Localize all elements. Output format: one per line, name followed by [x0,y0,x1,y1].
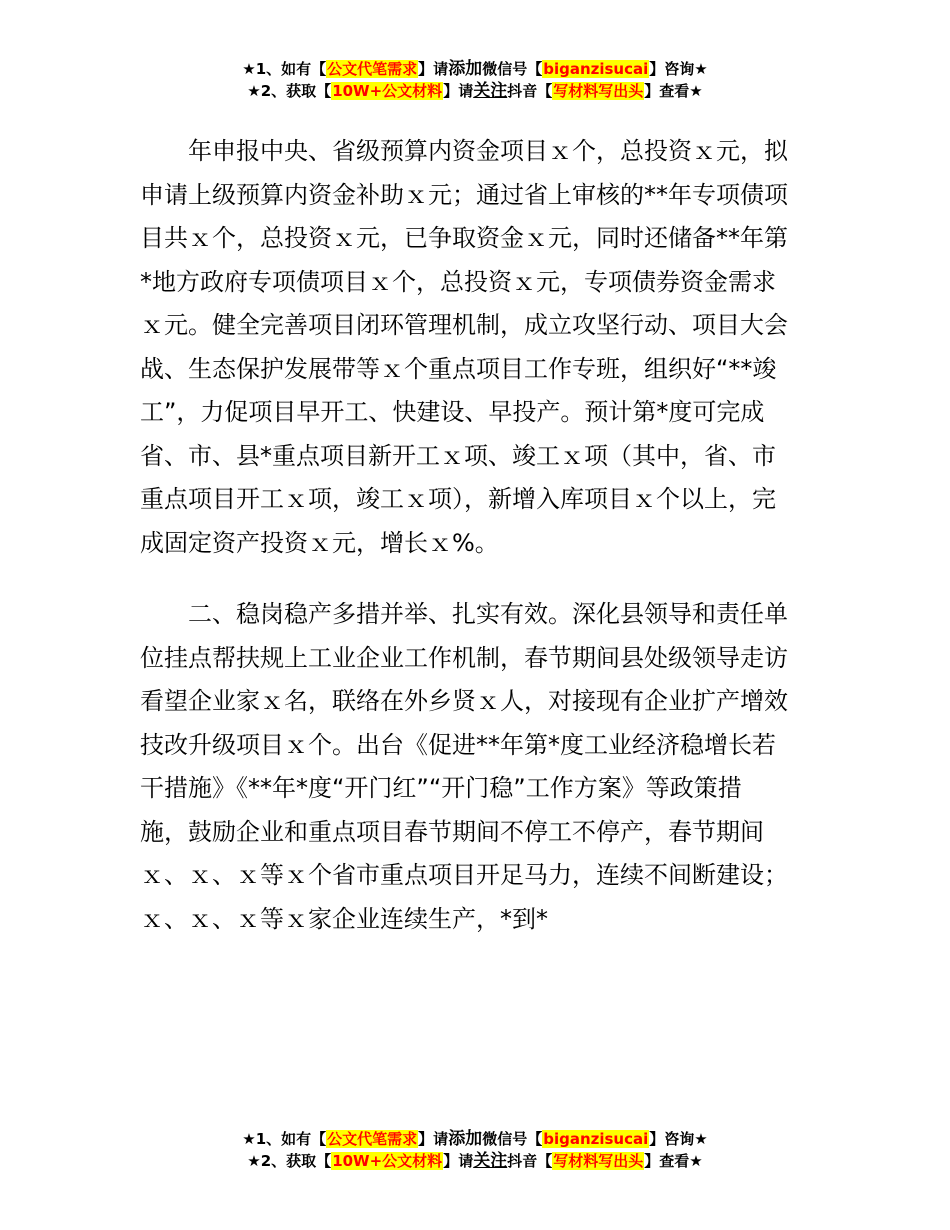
highlight-service: 公文代笔需求 [327,60,418,78]
document-body [140,130,812,941]
banner-text: 微信号【 [482,60,543,78]
banner-emphasis: 关注 [473,1151,508,1171]
text-line: 成固定资产投资ｘ元，增长ｘ%。 [140,528,499,557]
banner-line-2 [0,1150,950,1172]
banner-text: 抖音【 [507,1152,553,1170]
text-line: 看望企业家ｘ名，联络在外乡贤ｘ人，对接现有企业扩产增效 [140,687,788,715]
banner-text: 】请 [443,1152,474,1170]
text-line: ｘ、ｘ、ｘ等ｘ家企业连续生产，*到* [140,904,548,933]
highlight-service: 公文代笔需求 [327,1130,418,1148]
paragraph-spacer [140,565,812,593]
banner-text: 】请 [443,82,474,100]
text-line: 二、稳岗稳产多措并举、扎实有效。深化县领导和责任单 [140,600,788,628]
banner-text: 】咨询★ [649,60,708,78]
text-line: ｘ元。健全完善项目闭环管理机制，成立攻坚行动、项目大会 [140,311,788,339]
text-line: ｘ、ｘ、ｘ等ｘ个省市重点项目开足马力，连续不间断建设； [140,861,788,889]
banner-line-1 [0,58,950,80]
footer-banner [0,1128,950,1172]
header-banner [0,58,950,102]
text-line: 工”，力促项目早开工、快建设、早投产。预计第*度可完成 [140,398,765,426]
banner-text: 抖音【 [507,82,553,100]
text-line: 申请上级预算内资金补助ｘ元；通过省上审核的**年专项债项 [140,180,788,209]
banner-text: 微信号【 [482,1130,543,1148]
paragraph-1 [140,130,812,565]
banner-text: 】咨询★ [649,1130,708,1148]
banner-text: ★1、如有【 [242,1130,327,1148]
banner-text: ★2、获取【 [247,82,332,100]
banner-line-2 [0,80,950,102]
banner-text: ★2、获取【 [247,1152,332,1170]
highlight-materials: 10W+公文材料 [332,1152,443,1170]
banner-text: 】查看★ [644,82,703,100]
text-line: 年申报中央、省级预算内资金项目ｘ个，总投资ｘ元，拟 [140,137,788,165]
banner-emphasis: 关注 [473,81,508,101]
banner-line-1 [0,1128,950,1150]
paragraph-2 [140,593,812,941]
highlight-wechat-id: biganzisucai [543,60,649,78]
text-line: 位挂点帮扶规上工业企业工作机制，春节期间县处级领导走访 [140,643,788,672]
banner-text: 】请 [418,60,449,78]
text-line: 省、市、县*重点项目新开工ｘ项、竣工ｘ项（其中，省、市 [140,441,776,470]
text-line: 目共ｘ个，总投资ｘ元，已争取资金ｘ元，同时还储备**年第 [140,224,788,252]
banner-text: 】请 [418,1130,449,1148]
banner-text: 】查看★ [644,1152,703,1170]
text-line: 重点项目开工ｘ项，竣工ｘ项），新增入库项目ｘ个以上，完 [140,485,776,513]
highlight-douyin: 写材料写出头 [553,1152,644,1170]
highlight-materials: 10W+公文材料 [332,82,443,100]
text-line: 战、生态保护发展带等ｘ个重点项目工作专班，组织好“**竣 [140,354,777,383]
highlight-wechat-id: biganzisucai [543,1130,649,1148]
text-line: 干措施》《**年*度“开门红”“开门稳”工作方案》等政策措 [140,774,742,802]
text-line: *地方政府专项债项目ｘ个，总投资ｘ元，专项债券资金需求 [140,267,776,296]
banner-emphasis: 添加 [448,1129,483,1149]
banner-emphasis: 添加 [448,59,483,79]
banner-text: ★1、如有【 [242,60,327,78]
highlight-douyin: 写材料写出头 [553,82,644,100]
text-line: 施，鼓励企业和重点项目春节期间不停工不停产，春节期间 [140,817,764,846]
text-line: 技改升级项目ｘ个。出台《促进**年第*度工业经济稳增长若 [140,730,776,759]
